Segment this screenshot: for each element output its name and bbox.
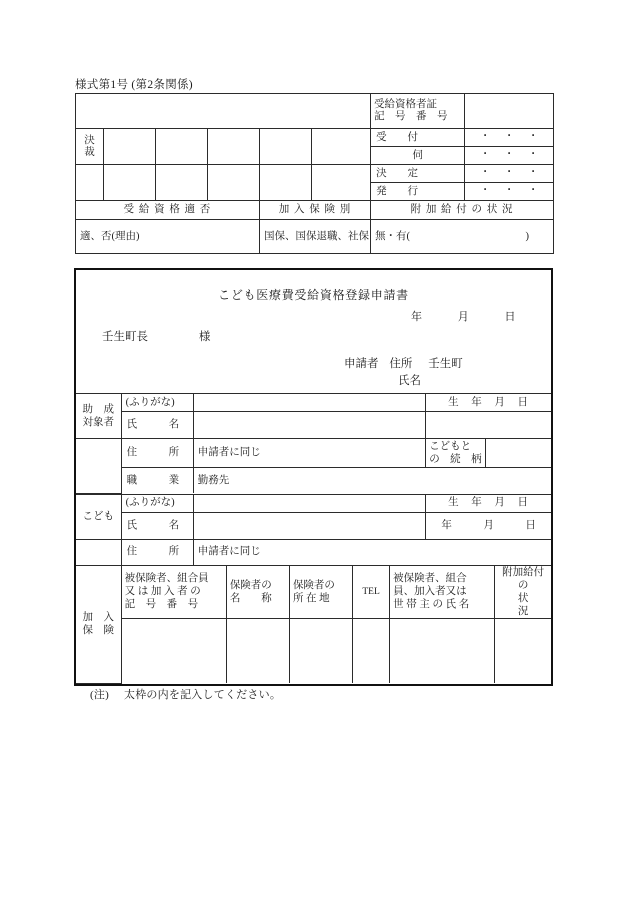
stamp-label-kettei: 決 定	[371, 165, 465, 183]
dot: ・	[504, 167, 515, 179]
dot: ・	[480, 167, 491, 179]
dot: ・	[480, 185, 491, 197]
insurance-col-header-insurer-address: 保険者の 所 在 地	[289, 565, 352, 619]
dot: ・	[480, 149, 491, 161]
header-eligibility: 受 給 資 格 適 否	[76, 201, 260, 220]
applicant-block	[344, 356, 463, 389]
ketsusai-slot-6[interactable]	[76, 165, 104, 201]
addressee-line	[102, 328, 210, 344]
applicant-address-label: 住所	[389, 358, 413, 370]
application-header	[76, 270, 551, 393]
header-extra-benefit: 附 加 給 付 の 状 況	[371, 201, 554, 220]
recipient-occupation-label: 職 業	[121, 468, 193, 494]
relation-label-line2: の 続 柄	[429, 454, 482, 465]
footer-note-label: (注)	[90, 689, 109, 701]
footer-note-text: 太枠の内を記入してください。	[123, 689, 282, 701]
recipient-occupation-value[interactable]: 勤務先	[193, 468, 551, 494]
recipient-furigana-label: (ふりがな)	[121, 394, 193, 412]
recipient-section-label	[76, 394, 121, 439]
child-furigana-value[interactable]	[193, 494, 425, 512]
insurance-value-extra-benefit[interactable]	[495, 619, 551, 684]
form-number-label: 様式第1号 (第2条関係)	[75, 79, 193, 91]
child-address-label: 住 所	[121, 539, 193, 565]
child-section-label: こども	[76, 494, 121, 539]
admin-row-uketsuke	[76, 129, 554, 147]
admin-row-cert	[76, 94, 554, 129]
stamp-date-kettei[interactable]	[465, 165, 554, 183]
recipient-row-name	[76, 412, 551, 439]
applicant-address-row	[344, 356, 463, 373]
recipient-section-label-2	[76, 439, 121, 494]
child-row-name	[76, 512, 551, 539]
insurance-col-header-insurer-name: 保険者の 名 称	[226, 565, 289, 619]
insurance-value-tel[interactable]	[353, 619, 390, 684]
recipient-row-occupation	[76, 468, 551, 494]
ketsusai-slot-4[interactable]	[260, 129, 312, 165]
relation-label-line1: こどもと	[429, 440, 472, 452]
value-extra-benefit[interactable]: 無・有( )	[371, 220, 554, 254]
admin-blank-band	[76, 94, 371, 129]
insurance-label-line2: 保 険	[82, 625, 115, 636]
admin-row-kettei	[76, 165, 554, 183]
recipient-relation-value[interactable]	[486, 439, 551, 468]
eligibility-cert-value[interactable]	[465, 94, 554, 129]
ketsusai-slot-5[interactable]	[312, 129, 371, 165]
applicant-name-label: 氏名	[398, 374, 421, 387]
value-eligibility[interactable]: 適、否(理由)	[76, 220, 260, 254]
administrative-table	[75, 93, 554, 254]
insurance-value-row	[76, 619, 551, 684]
applicant-address-value[interactable]: 壬生町	[428, 358, 463, 370]
ketsusai-slot-3[interactable]	[208, 129, 260, 165]
child-address-value[interactable]: 申請者に同じ	[193, 539, 551, 565]
recipient-row-address	[76, 439, 551, 468]
applicant-name-row	[390, 373, 463, 390]
stamp-label-ukagai: 伺	[371, 147, 465, 165]
child-name-label: 氏 名	[121, 512, 193, 539]
application-title: こども医療費受給資格登録申請書	[218, 288, 409, 302]
dot: ・	[504, 131, 515, 143]
ketsusai-label	[76, 129, 104, 165]
insurance-value-number[interactable]	[121, 619, 226, 684]
admin-row-section-values	[76, 220, 554, 254]
date-year: 年	[411, 311, 422, 323]
insurance-section-label	[76, 565, 121, 683]
eligibility-cert-label-line2: 記 号 番 号	[374, 111, 448, 122]
insurance-value-insurer-address[interactable]	[289, 619, 352, 684]
header-insurance-type: 加 入 保 険 別	[260, 201, 371, 220]
recipient-name-label: 氏 名	[121, 412, 193, 439]
ketsusai-slot-9[interactable]	[208, 165, 260, 201]
insurance-col-header-number: 被保険者、組合員 又 は 加 入 者 の 記 号 番 号	[121, 565, 226, 619]
child-furigana-label: (ふりがな)	[121, 494, 193, 512]
recipient-birth-value[interactable]	[426, 412, 551, 439]
recipient-address-value[interactable]: 申請者に同じ	[193, 439, 425, 468]
insurance-value-holder-name[interactable]	[390, 619, 495, 684]
child-section-label-2	[76, 539, 121, 565]
dot: ・	[528, 149, 539, 161]
child-row-furigana	[76, 494, 551, 512]
stamp-date-uketsuke[interactable]	[465, 129, 554, 147]
recipient-address-label: 住 所	[121, 439, 193, 468]
stamp-label-hakkou: 発 行	[371, 183, 465, 201]
ketsusai-slot-2[interactable]	[156, 129, 208, 165]
dot: ・	[480, 131, 491, 143]
ketsusai-label-line1: 決	[84, 135, 95, 147]
child-birth-value[interactable]: 年 月 日	[426, 512, 551, 539]
footer-note	[90, 686, 281, 702]
insurance-col-header-holder-name: 被保険者、組合 員、加入者又は 世 帯 主 の 氏 名	[390, 565, 495, 619]
recipient-birth-label: 生 年 月 日	[426, 394, 551, 412]
dot: ・	[528, 185, 539, 197]
insurance-col-header-extra-benefit: 附加給付の 状 況	[495, 565, 551, 619]
stamp-label-uketsuke: 受 付	[371, 129, 465, 147]
recipient-table	[76, 393, 551, 494]
insurance-value-insurer-name[interactable]	[226, 619, 289, 684]
dot: ・	[504, 185, 515, 197]
recipient-label-line2: 対象者	[82, 417, 115, 428]
ketsusai-slot-1[interactable]	[104, 129, 156, 165]
recipient-label-line1: 助 成	[82, 403, 115, 415]
ketsusai-slot-10[interactable]	[260, 165, 312, 201]
dot: ・	[504, 149, 515, 161]
recipient-name-value[interactable]	[193, 412, 425, 439]
application-date[interactable]	[395, 308, 533, 324]
insurance-header-row	[76, 565, 551, 619]
applicant-label: 申請者	[344, 358, 379, 370]
eligibility-cert-label-line1: 受給資格者証	[374, 98, 438, 110]
recipient-relation-label	[426, 439, 486, 468]
date-day: 日	[504, 311, 516, 323]
addressee-honorific: 様	[198, 331, 211, 343]
recipient-row-furigana	[76, 394, 551, 412]
insurance-label-line1: 加 入	[82, 611, 115, 623]
dot: ・	[528, 131, 539, 143]
child-row-address	[76, 539, 551, 565]
child-table	[76, 494, 551, 565]
child-name-value[interactable]	[193, 512, 425, 539]
date-month: 月	[457, 311, 469, 323]
ketsusai-slot-7[interactable]	[104, 165, 156, 201]
admin-row-section-headers	[76, 201, 554, 220]
insurance-col-header-tel: TEL	[353, 565, 390, 619]
dot: ・	[528, 167, 539, 179]
addressee-name: 壬生町長	[102, 331, 148, 343]
ketsusai-slot-11[interactable]	[312, 165, 371, 201]
application-frame	[74, 268, 560, 686]
child-birth-label: 生 年 月 日	[426, 494, 551, 512]
ketsusai-label-line2: 裁	[84, 146, 95, 158]
recipient-furigana-value[interactable]	[193, 394, 425, 412]
eligibility-cert-header	[371, 94, 465, 129]
stamp-date-hakkou[interactable]	[465, 183, 554, 201]
stamp-date-ukagai[interactable]	[465, 147, 554, 165]
value-insurance-type[interactable]: 国保、国保退職、社保	[260, 220, 371, 254]
ketsusai-slot-8[interactable]	[156, 165, 208, 201]
insurance-table	[76, 565, 560, 684]
